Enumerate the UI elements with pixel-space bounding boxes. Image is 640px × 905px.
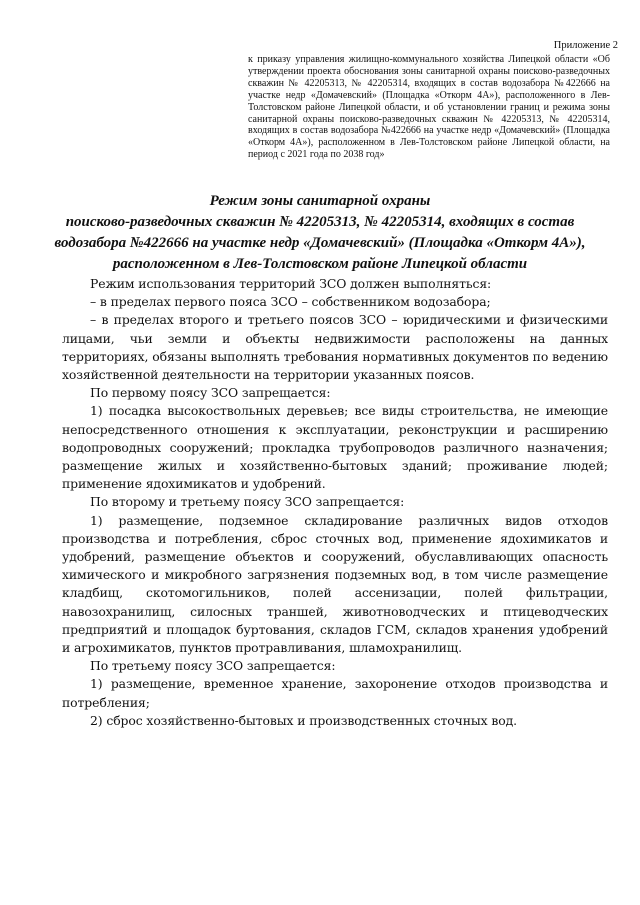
document-body — [62, 275, 608, 730]
list-item-second-third-belt: – в пределах второго и третьего поясов ЗСО – юридическими и физическими лицами, чьи земли и объекты недвижимости расположены на данных территориях, обязаны выполнять требования нормативных документов по ведению хозяйственной деятельности на территории указанных поясов. — [62, 312, 608, 383]
first-belt-heading: По первому поясу ЗСО запрещается: — [90, 385, 331, 401]
title-line-1: Режим зоны санитарной охраны — [209, 193, 431, 209]
third-belt-item-2: 2) сброс хозяйственно-бытовых и производственных сточных вод. — [90, 712, 518, 728]
second-third-belt-item-1: 1) размещение, подземное складирование различных видов отходов производства и потребления, сброс сточных вод, применение ядохимикатов и удобрений, размещение объектов и сооружений, обуславливающих опасность химического и микробного загрязнения подземных вод, в том числе размещение кладбищ, скотомогильников, полей ассенизации, полей фильтрации, навозохранилищ, силосных траншей, животноводческих и птицеводческих предприятий и площадок буртования, складов ГСМ, складов хранения удобрений и агрохимикатов, пунктов протравливания, шламохранилищ. — [62, 512, 608, 656]
third-belt-heading: По третьему поясу ЗСО запрещается: — [90, 658, 336, 674]
list-item-first-belt: – в пределах первого пояса ЗСО – собственником водозабора; — [90, 294, 491, 310]
title-line-3: водозабора №422666 на участке недр «Домачевский» (Площадка «Откорм 4А»), — [54, 235, 586, 251]
title-line-2: поисково-разведочных скважин № 42205313, № 42205314, входящих в состав — [65, 214, 575, 230]
order-reference: к приказу управления жилищно-коммунального хозяйства Липецкой области «Об утверждении проекта обоснования зоны санитарной охраны поисково-разведочных скважин № 42205313, № 42205314, входящих в состав водозабора №422666 на участке недр «Домачевский» (Площадка «Откорм 4А»), расположенного в Лев-Толстовском районе Липецкой области, и об установлении границ и режима зоны санитарной охраны поисково-разведочных скважин № 42205313, № 42205314, входящих в состав водозабора №422666 на участке недр «Домачевский» (Площадка «Откорм 4А»), расположенном в Лев-Толстовском районе Липецкой области, на период с 2021 года по 2038 год» — [248, 54, 610, 161]
document-title — [18, 191, 622, 275]
third-belt-item-1: 1) размещение, временное хранение, захоронение отходов производства и потребления; — [62, 676, 608, 710]
intro-paragraph: Режим использования территорий ЗСО должен выполняться: — [90, 276, 492, 291]
title-line-4: расположенном в Лев-Толстовском районе Липецкой области — [112, 256, 528, 272]
second-third-belt-heading: По второму и третьему поясу ЗСО запрещается: — [90, 494, 405, 510]
first-belt-item-1: 1) посадка высокоствольных деревьев; все виды строительства, не имеющие непосредственного отношения к эксплуатации, реконструкции и расширению водопроводных сооружений; прокладка трубопроводов различного назначения; размещение жилых и хозяйственно-бытовых зданий; проживание людей; применение ядохимикатов и удобрений. — [62, 403, 608, 492]
appendix-label: Приложение 2 — [553, 40, 618, 51]
